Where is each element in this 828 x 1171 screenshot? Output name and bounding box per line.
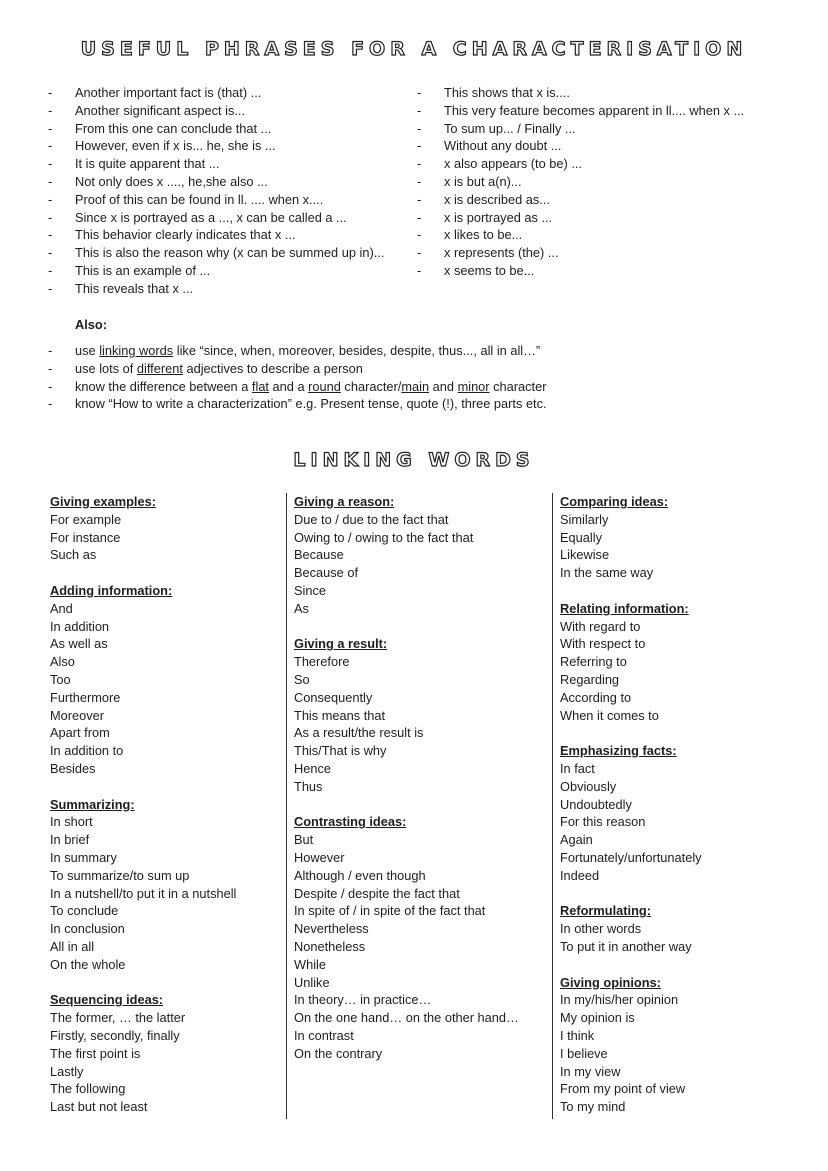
linking-word: With respect to: [560, 636, 646, 652]
linking-word: Moreover: [50, 707, 105, 723]
linking-section: [50, 991, 280, 1116]
section-heading: Giving opinions:: [560, 974, 661, 990]
phrase-item: - From this one can conclude that ...: [48, 120, 384, 138]
linking-word: Apart from: [50, 725, 110, 741]
column-divider: [286, 493, 287, 1119]
text-segment: character: [489, 378, 547, 394]
linking-column-3: [560, 493, 800, 1134]
linking-word: For example: [50, 511, 122, 527]
phrase-item: - Proof of this can be found in ll. .... when x....: [48, 191, 384, 209]
linking-word: Too: [50, 671, 71, 687]
linking-column-1: [50, 493, 280, 1134]
linking-word: On the one hand… on the other hand…: [294, 1010, 519, 1026]
linking-word: In a nutshell/to put it in a nutshell: [50, 885, 237, 901]
section-heading: Adding information:: [50, 582, 173, 598]
section-heading: Sequencing ideas:: [50, 992, 164, 1008]
linking-column-2: [294, 493, 544, 1080]
linking-word: And: [50, 600, 73, 616]
text-segment: adjectives to describe a person: [182, 360, 363, 376]
text-segment: know the difference between a: [75, 378, 252, 394]
linking-word: Also: [50, 654, 75, 670]
linking-word: Fortunately/unfortunately: [560, 849, 702, 865]
section-heading: Summarizing:: [50, 796, 135, 812]
linking-words-title: LINKING WORDS: [293, 449, 535, 471]
linking-word: As a result/the result is: [294, 725, 424, 741]
linking-section: [560, 902, 800, 955]
linking-word: The following: [50, 1081, 126, 1097]
linking-word: Although / even though: [294, 867, 426, 883]
text-segment: like “since, when, moreover, besides, despite, thus..., all in all…”: [173, 343, 541, 358]
linking-word: In addition to: [50, 743, 124, 759]
linking-word: Indeed: [560, 867, 600, 883]
linking-section: [294, 493, 544, 618]
linking-word: Because: [294, 547, 344, 563]
text-segment: use lots of: [75, 360, 137, 376]
linking-word: Last but not least: [50, 1099, 148, 1115]
linking-word: In conclusion: [50, 921, 125, 937]
phrase-item: - x is but a(n)...: [417, 173, 744, 191]
linking-word: Lastly: [50, 1063, 84, 1079]
text-segment: character/: [340, 378, 402, 394]
linking-word: To summarize/to sum up: [50, 867, 190, 883]
underlined-term: linking words: [99, 343, 174, 358]
linking-word: I believe: [560, 1045, 608, 1061]
linking-word: On the whole: [50, 956, 126, 972]
phrase-item: - x seems to be...: [417, 262, 744, 280]
linking-word: In short: [50, 814, 93, 830]
phrase-item: - Another significant aspect is...: [48, 102, 384, 120]
linking-word: Owing to / owing to the fact that: [294, 529, 474, 545]
linking-word: The former, … the latter: [50, 1010, 186, 1026]
linking-word: Undoubtedly: [560, 796, 632, 812]
linking-word: Similarly: [560, 511, 609, 527]
linking-word: Because of: [294, 565, 359, 581]
phrase-item: - x is portrayed as ...: [417, 209, 744, 227]
section-heading: Relating information:: [560, 600, 689, 616]
phrases-list-right: [417, 84, 744, 280]
linking-section: [294, 635, 544, 795]
underlined-term: round: [308, 378, 341, 394]
linking-word: In addition: [50, 618, 110, 634]
linking-word: The first point is: [50, 1045, 141, 1061]
linking-word: In other words: [560, 921, 642, 937]
page-title: USEFUL PHRASES FOR A CHARACTERISATION: [80, 38, 748, 60]
linking-word: However: [294, 849, 345, 865]
linking-word: But: [294, 832, 314, 848]
underlined-term: flat: [251, 378, 269, 394]
linking-word: This means that: [294, 707, 386, 723]
also-item: [48, 342, 547, 360]
text-segment: and a: [269, 378, 309, 394]
linking-word: In the same way: [560, 565, 654, 581]
also-list: [48, 342, 547, 413]
phrases-list-left: [48, 84, 384, 298]
linking-word: My opinion is: [560, 1010, 635, 1026]
linking-section: [560, 600, 800, 725]
linking-word: Unlike: [294, 974, 330, 990]
section-heading: Reformulating:: [560, 903, 651, 919]
linking-word: In brief: [50, 832, 90, 848]
linking-section: [560, 742, 800, 884]
linking-word: On the contrary: [294, 1045, 383, 1061]
linking-word: In my view: [560, 1063, 621, 1079]
phrase-item: - This is an example of ...: [48, 262, 384, 280]
section-heading: Contrasting ideas:: [294, 814, 407, 830]
linking-word: While: [294, 956, 326, 972]
column-divider: [552, 493, 553, 1119]
linking-word: In summary: [50, 849, 117, 865]
linking-word: As well as: [50, 636, 108, 652]
linking-word: All in all: [50, 938, 95, 954]
linking-word: As: [294, 600, 309, 616]
linking-word: To put it in another way: [560, 938, 692, 954]
linking-word: This/That is why: [294, 743, 387, 759]
linking-word: In contrast: [294, 1027, 354, 1043]
linking-word: In fact: [560, 760, 595, 776]
linking-word: Besides: [50, 760, 96, 776]
linking-word: To my mind: [560, 1099, 626, 1115]
linking-word: Likewise: [560, 547, 610, 563]
phrase-item: - To sum up... / Finally ...: [417, 120, 744, 138]
linking-word: With regard to: [560, 618, 641, 634]
phrase-item: - Since x is portrayed as a ..., x can be called a ...: [48, 209, 384, 227]
also-item: [48, 360, 547, 378]
phrase-item: - This shows that x is....: [417, 84, 744, 102]
underlined-term: main: [401, 378, 430, 394]
phrase-item: - This behavior clearly indicates that x ...: [48, 226, 384, 244]
phrase-item: - x is described as...: [417, 191, 744, 209]
linking-section: [560, 493, 800, 582]
phrase-item: - This is also the reason why (x can be summed up in)...: [48, 244, 384, 262]
linking-section: [294, 813, 544, 1062]
linking-word: So: [294, 671, 310, 687]
phrase-item: - Another important fact is (that) ...: [48, 84, 384, 102]
phrase-item: - This reveals that x ...: [48, 280, 384, 298]
section-heading: Giving examples:: [50, 494, 156, 509]
linking-word: For this reason: [560, 814, 646, 830]
linking-section: [50, 796, 280, 974]
text-segment: and: [429, 378, 458, 394]
linking-word: Despite / despite the fact that: [294, 885, 460, 901]
linking-word: For instance: [50, 529, 121, 545]
linking-word: Nonetheless: [294, 938, 366, 954]
linking-word: From my point of view: [560, 1081, 686, 1097]
linking-word: I think: [560, 1027, 595, 1043]
section-heading: Comparing ideas:: [560, 494, 669, 509]
linking-section: [560, 974, 800, 1116]
linking-word: In spite of / in spite of the fact that: [294, 903, 486, 919]
text-segment: use: [75, 343, 100, 358]
underlined-term: minor: [457, 378, 490, 394]
text-segment: know “How to write a characterization” e.g. Present tense, quote (!), three parts etc.: [75, 396, 547, 412]
linking-word: Nevertheless: [294, 921, 369, 937]
also-item: [48, 395, 547, 413]
linking-word: Hence: [294, 760, 331, 776]
phrase-item: - x represents (the) ...: [417, 244, 744, 262]
also-item: [48, 378, 547, 396]
section-heading: Giving a result:: [294, 636, 388, 652]
linking-word: Such as: [50, 547, 97, 563]
linking-word: Due to / due to the fact that: [294, 511, 449, 527]
linking-word: In my/his/her opinion: [560, 992, 679, 1008]
linking-word: Since: [294, 582, 327, 598]
phrase-item: - Without any doubt ...: [417, 137, 744, 155]
phrase-item: - x likes to be...: [417, 226, 744, 244]
linking-word: Therefore: [294, 654, 350, 670]
section-heading: Giving a reason:: [294, 494, 395, 509]
phrase-item: - x also appears (to be) ...: [417, 155, 744, 173]
linking-word: Firstly, secondly, finally: [50, 1027, 180, 1043]
linking-word: Again: [560, 832, 593, 848]
linking-section: [50, 493, 280, 564]
linking-word: Regarding: [560, 671, 620, 687]
section-heading: Emphasizing facts:: [560, 743, 677, 759]
also-heading: Also:: [75, 317, 107, 332]
linking-word: To conclude: [50, 903, 119, 919]
linking-word: Furthermore: [50, 689, 121, 705]
linking-word: Consequently: [294, 689, 373, 705]
linking-word: Obviously: [560, 778, 617, 794]
linking-section: [50, 582, 280, 778]
linking-word: When it comes to: [560, 707, 659, 723]
linking-word: In theory… in practice…: [294, 992, 432, 1008]
phrase-item: - It is quite apparent that ...: [48, 155, 384, 173]
linking-word: Thus: [294, 778, 323, 794]
phrase-item: - This very feature becomes apparent in ll.... when x ...: [417, 102, 744, 120]
phrase-item: - However, even if x is... he, she is ...: [48, 137, 384, 155]
linking-word: Equally: [560, 529, 602, 545]
linking-word: According to: [560, 689, 632, 705]
underlined-term: different: [136, 360, 183, 376]
linking-word: Referring to: [560, 654, 627, 670]
phrase-item: - Not only does x ...., he,she also ...: [48, 173, 384, 191]
